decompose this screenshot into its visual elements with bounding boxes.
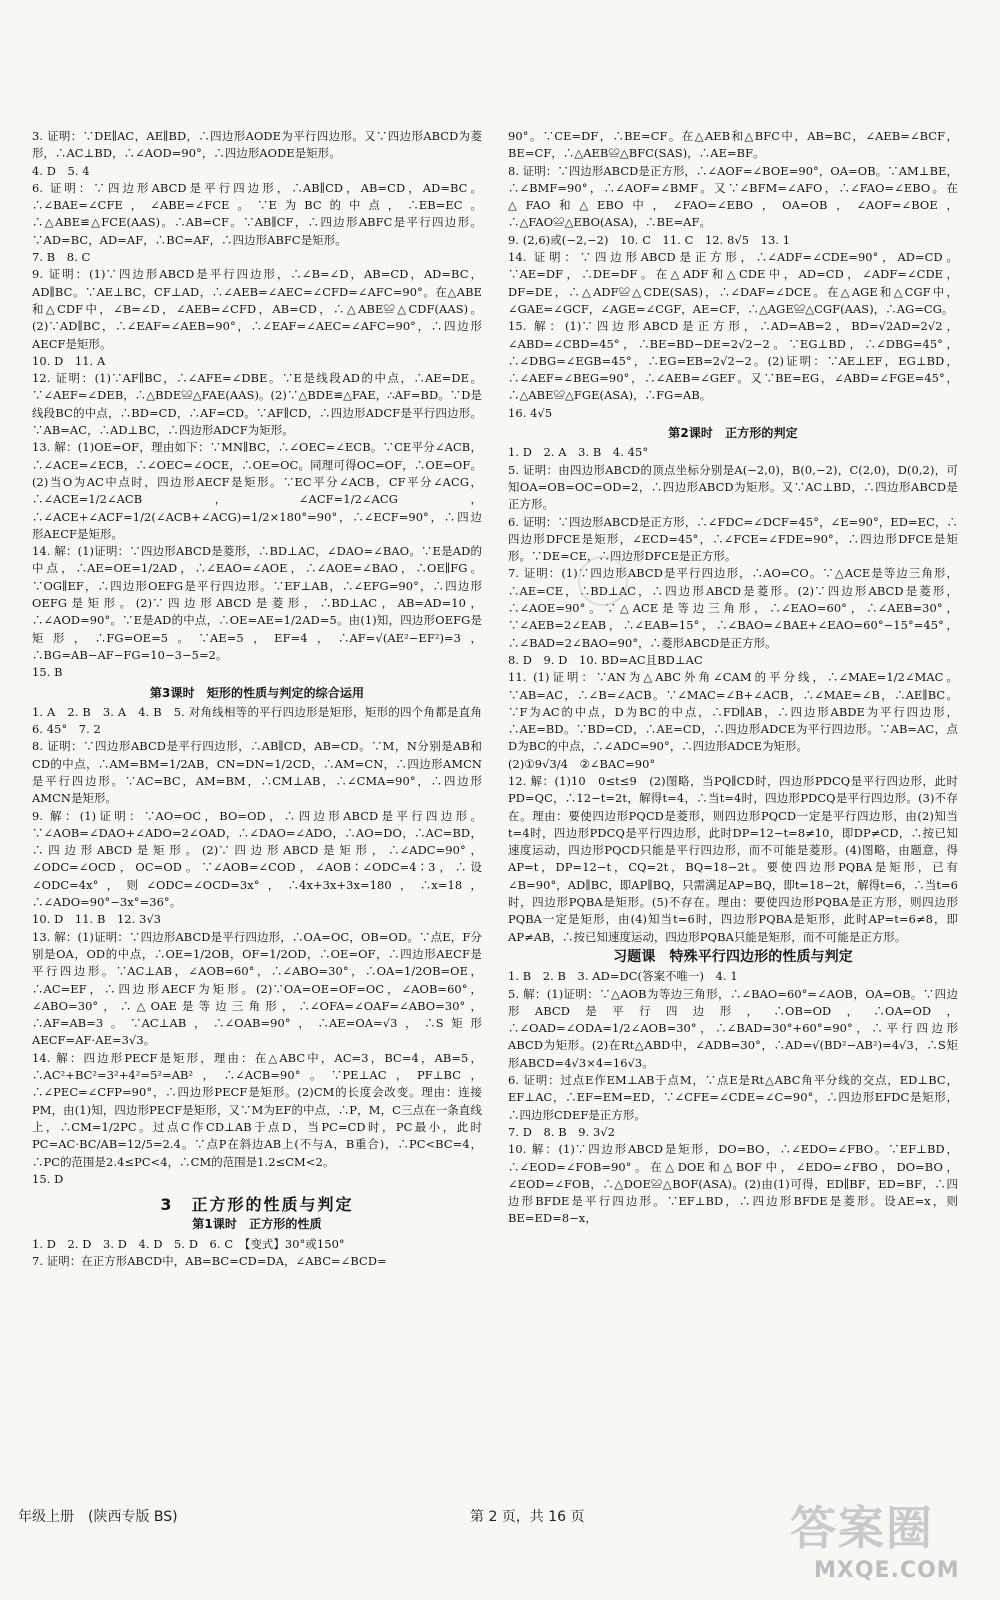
- answer-item: 15. D: [32, 1171, 64, 1186]
- answer-item: 7. D 8. B 9. 3√2: [508, 1124, 616, 1139]
- answer-item: 13. 解：(1)OE=OF，理由如下：∵MN∥BC，∴∠OEC=∠ECB。∵CE平分∠ACB，∴∠ACE=∠ECB，∴∠OEC=∠OCE，∴OE=OC。同理可得OC=OF，∴OE=OF。(2)当O为AC中点时，四边形AECF是矩形。∵EC平分∠ACB，CF平分∠ACG，∴∠ACE=1/2∠ACB，∠ACF=1/2∠ACG，∴∠ACE+∠ACF=1/2(∠ACB+∠ACG)=1/2×180°=90°，∴∠ECF=90°，∴四边形AECF是矩形。: [32, 440, 482, 541]
- answer-item: 7. 证明：在正方形ABCD中，AB=BC=CD=DA，∠ABC=∠BCD=: [32, 1254, 387, 1268]
- answer-item: 6. 证明：∵四边形ABCD是平行四边形，∴AB∥CD，AB=CD，AD=BC。∴∠BAE=∠CFE，∠ABE=∠FCE。∵E为BC的中点，∴EB=EC。∴△ABE≌△FCE(AAS)。∴AB=CF。∵AB∥CF，∴四边形ABFC是平行四边形。∵AD=BC，AD=AF，∴BC=AF，∴四边形ABFC是矩形。: [32, 180, 482, 247]
- answer-item: 4. D 5. 4: [32, 163, 90, 178]
- answer-item: 9. (2,6)或(−2,−2) 10. C 11. C 12. 8√5 13. 1: [508, 232, 791, 247]
- answer-item: 15. B: [32, 665, 63, 680]
- answer-item: 90°。∵CE=DF，∴BE=CF。在△AEB和△BFC中，AB=BC，∠AEB=∠BCF，BE=CF，∴△AEB≌△BFC(SAS)，∴AE=BF。: [508, 129, 958, 161]
- answer-item: 7. 证明：(1)∵四边形ABCD是平行四边形，∴AO=CO。∵△ACE是等边三角形，∴AE=CE，∴BD⊥AC，∴四边形ABCD是菱形。(2)∵四边形ABCD是菱形，∴∠AOE=90°。∵△ACE是等边三角形，∴∠EAO=60°，∴∠AEB=30°，∵∠AEB=2∠EAB，∴∠EAB=15°，∴∠BAO=∠BAE+∠EAO=60°−15°=45°，∴∠BAD=2∠BAO=90°，∴菱形ABCD是正方形。: [508, 566, 958, 650]
- answer-item: 1. A 2. B 3. A 4. B 5. 对角线相等的平行四边形是矩形，矩形的四个角都是直角 6. 45° 7. 2: [32, 704, 494, 737]
- answer-item: 14. 证明：∵四边形ABCD是正方形，∴∠ADF=∠CDE=90°，AD=CD。∵AE=DF，∴DE=DF。在△ADF和△CDE中，AD=CD，∠ADF=∠CDE，DF=DE，∴△ADF≌△CDE(SAS)，∴∠DAF=∠DCE。在△AGE和△CGF中，∠GAE=∠GCF，∠AGE=∠CGF，AE=CF，∴△AGE≌△CGF(AAS)，∴AG=CG。: [508, 250, 958, 316]
- footer-page-number: 第 2 页，共 16 页: [470, 1509, 585, 1525]
- right-column: [508, 128, 958, 1228]
- answer-item: (2)①9√3/4 ②∠BAC=90°: [508, 756, 656, 771]
- chapter-heading: 3 正方形的性质与判定: [160, 1195, 354, 1215]
- answer-item: 15. 解：(1)∵四边形ABCD是正方形，∴AD=AB=2，BD=√2AD=2√2，∠ABD=∠CBD=45°，∴BE=BD−DE=2√2−2。∵EG⊥BD，∴∠DBG=45°，∴∠DBG=∠EGB=45°，∴EG=EB=2√2−2。(2)证明：∵AE⊥EF，EG⊥BD，∴∠AEF=∠BEG=90°，∴∠AEB=∠GEF。又∵BE=EG，∠ABD=∠FGE=45°，∴△ABE≌△FGE(ASA)，∴FG=AB。: [508, 319, 958, 403]
- answer-item: 1. B 2. B 3. AD=DC(答案不唯一) 4. 1: [508, 969, 738, 984]
- answer-item: 14. 解：(1)证明：∵四边形ABCD是菱形，∴BD⊥AC，∠DAO=∠BAO。∵E是AD的中点，∴AE=OE=1/2AD，∴∠EAO=∠AOE，∴∠AOE=∠BAO，∴OE∥FG。∵OG∥EF，∴四边形OEFG是平行四边形。∵EF⊥AB，∴∠EFG=90°，∴四边形OEFG是矩形。(2)∵四边形ABCD是菱形，∴BD⊥AC，AB=AD=10，∴∠AOD=90°。∵E是AD的中点，∴OE=AE=1/2AD=5。由(1)知，四边形OEFG是矩形，∴FG=OE=5。∵AE=5，EF=4，∴AF=√(AE²−EF²)=3，∴BG=AB−AF−FG=10−3−5=2。: [32, 544, 482, 662]
- answer-item: 1. D 2. A 3. B 4. 45°: [508, 445, 649, 460]
- answer-item: 13. 解：(1)证明：∵四边形ABCD是平行四边形，∴OA=OC，OB=OD。∵点E，F分别是OA，OD的中点，∴OE=1/2OB，OF=1/2OD，∴OE=OF，∴四边形AECF是平行四边形。∵AC⊥AB，∠AOB=60°，∴∠ABO=30°，∴OA=1/2OB=OE，∴AC=EF，∴四边形AECF为矩形。(2)∵OA=OE=OF=OC，∠AOB=60°，∠ABO=30°，∴△OAE是等边三角形，∴∠OFA=∠OAF=∠ABO=30°，∴AF=AB=3。∵AC⊥AB，∴∠OAB=90°，∴AE=OA=√3，∴S矩形AECF=AF·AE=3√3。: [32, 929, 482, 1048]
- answer-item: 9. 证明：(1)∵四边形ABCD是平行四边形，∴∠B=∠D，AB=CD，AD=BC，AD∥BC。∵AE⊥BC，CF⊥AD，∴∠AEB=∠AEC=∠CFD=∠AFC=90°。在△ABE和△CDF中，∠B=∠D，∠AEB=∠CFD，AB=CD，∴△ABE≌△CDF(AAS)。(2)∵AD∥BC，∴∠EAF=∠AEB=90°，∴∠EAF=∠AEC=∠AFC=90°，∴四边形AECF是矩形。: [32, 267, 482, 351]
- answer-item: 7. B 8. C: [32, 250, 91, 265]
- left-column: [32, 128, 494, 1270]
- answer-item: 14. 解：四边形PECF是矩形，理由：在△ABC中，AC=3，BC=4，AB=5，∴AC²+BC²=3²+4²=5²=AB²，∴∠ACB=90°。∵PE⊥AC，PF⊥BC，∴∠PEC=∠CFP=90°，∴四边形PECF是矩形。(2)CM的长度会改变。理由：连接PM，由(1)知，四边形PECF是矩形，又∵M为EF的中点，∴P，M，C三点在一条直线上，∴CM=1/2PC。过点C作CD⊥AB于点D，当PC=CD时，PC最小，此时PC=AC·BC/AB=12/5=2.4。∵点P在斜边AB上(不与A，B重合)，∴PC<BC=4，∴PC的范围是2.4≤PC<4，∴CM的范围是1.2≤CM<2。: [32, 1050, 482, 1169]
- answer-item: 10. 解：(1)∵四边形ABCD是矩形，DO=BO，∴∠EDO=∠FBO。∵EF⊥BD，∴∠EOD=∠FOB=90°。在△DOE和△BOF中，∠EDO=∠FBO，DO=BO，∠EOD=∠FOB，∴△DOE≌△BOF(ASA)。(2)由(1)可得，ED∥BF，ED=BF，∴四边形BFDE是平行四边形。∵EF⊥BD，∴四边形BFDE是菱形。设AE=x，则BE=ED=8−x，: [508, 1142, 958, 1226]
- answer-item: 10. D 11. A: [32, 353, 106, 368]
- answer-item: 9. 解：(1)证明：∵AO=OC，BO=OD，∴四边形ABCD是平行四边形。∵∠AOB=∠DAO+∠ADO=2∠OAD，∴∠DAO=∠ADO，∴AO=DO，∴AC=BD，∴四边形ABCD是矩形。(2)∵四边形ABCD是矩形，∴∠ADC=90°，∠ODC=∠OCD，OC=OD。∵∠AOB=∠COD，∠AOB∶∠ODC=4∶3，∴设∠ODC=4x°，则∠ODC=∠OCD=3x°，∴4x+3x+3x=180，∴x=18，∴∠ADO=90°−3x°=36°。: [32, 808, 482, 910]
- answer-item: 16. 4√5: [508, 405, 553, 420]
- faint-seal-icon: [578, 556, 628, 606]
- section-heading: 第3课时 矩形的性质与判定的综合运用: [149, 685, 365, 700]
- answer-item: 12. 解：(1)10 0≤t≤9 (2)图略，当PQ∥CD时，四边形PDCQ是平行四边形，此时PD=QC，∴12−t=2t，解得t=4，∴当t=4时，四边形PDCQ是平行四边形。(3)不存在。理由：要使四边形PQCD是菱形，则四边形PQCD一定是平行四边形，由(2)知当t=4时，四边形PDCQ是平行四边形，此时DP=12−t=8≠10，即DP≠CD，∴按已知速度运动，四边形PQCD只能是平行四边形，而不可能是菱形。(4)图略，由题意，得AP=t，DP=12−t，CQ=2t，BQ=18−2t。要使四边形PQBA是矩形，已有∠B=90°，AD∥BC，即AP∥BQ，只需满足AP=BQ，即t=18−2t，解得t=6，∴当t=6时，四边形PQBA是矩形。(5)不存在。理由：要使四边形PQBA是正方形，则四边形PQBA一定是矩形，由(4)知当t=6时，四边形PQBA是矩形，此时AP=t=6≠8，即AP≠AB，∴按已知速度运动，四边形PQBA只能是矩形，而不可能是正方形。: [508, 773, 958, 944]
- watermark-url: MXQE.COM: [814, 1558, 960, 1583]
- answer-item: 8. 证明：∵四边形ABCD是正方形，∴∠AOF=∠BOE=90°，OA=OB。∵AM⊥BE，∴∠BMF=90°，∴∠AOF=∠BMF。又∵∠BFM=∠AFO，∴∠FAO=∠EBO。在△FAO和△EBO中，∠FAO=∠EBO，OA=OB，∠AOF=∠BOE，∴△FAO≌△EBO(ASA)，∴BE=AF。: [508, 163, 958, 230]
- answer-item: 11. (1)证明：∵AN为△ABC外角∠CAM的平分线，∴∠MAE=1/2∠MAC。∵AB=AC，∴∠B=∠ACB。∵∠MAC=∠B+∠ACB，∴∠MAE=∠B，∴AE∥BC。∵F为AC的中点，D为BC的中点，∴FD∥AB，∴四边形ABDE为平行四边形，∴AE=BD。∵BD=CD，∴AE=CD，∴四边形ADCE为平行四边形。∵AB=AC，点D为BC的中点，∴∠ADC=90°，∴四边形ADCE为矩形。: [508, 670, 958, 754]
- answer-item: 3. 证明：∵DE∥AC，AE∥BD，∴四边形AODE为平行四边形。又∵四边形ABCD为菱形，∴AC⊥BD，∴∠AOD=90°，∴四边形AODE是矩形。: [32, 129, 482, 161]
- answer-item: 5. 解：(1)证明：∵△AOB为等边三角形，∴∠BAO=60°=∠AOB，OA=OB。∵四边形ABCD是平行四边形，∴OB=OD，∴OA=OD，∴∠OAD=∠ODA=1/2∠AOB=30°，∴∠BAD=30°+60°=90°，∴平行四边形ABCD为矩形。(2)在Rt△ABD中，∠ADB=30°，∴AD=√(BD²−AB²)=4√3，∴S矩形ABCD=4√3×4=16√3。: [508, 986, 958, 1070]
- answer-item: 8. 证明：∵四边形ABCD是平行四边形，∴AB∥CD，AB=CD。∵M，N分别是AB和CD的中点，∴AM=BM=1/2AB，CN=DN=1/2CD，∴AM=CN，∴四边形AMCN是平行四边形。∵AC=BC，AM=BM，∴CM⊥AB，∴∠CMA=90°，∴四边形AMCN是矩形。: [32, 739, 482, 806]
- answer-item: 8. D 9. D 10. BD=AC且BD⊥AC: [508, 652, 703, 667]
- section-heading: 第2课时 正方形的判定: [668, 426, 798, 441]
- answer-item: 6. 证明：∵四边形ABCD是正方形，∴∠FDC=∠DCF=45°，∠E=90°，ED=EC，∴四边形DFCE是矩形，∠ECD=45°，∴∠FCE=∠FDE=90°，∴四边形DFCE是矩形。∵DE=CE，∴四边形DFCE是正方形。: [508, 514, 958, 564]
- section-heading: 习题课 特殊平行四边形的性质与判定: [613, 948, 853, 965]
- answer-item: 10. D 11. B 12. 3√3: [32, 912, 162, 927]
- answer-item: 5. 证明：由四边形ABCD的顶点坐标分别是A(−2,0)，B(0,−2)，C(2,0)，D(0,2)，可知OA=OB=OC=OD=2，∴四边形ABCD为矩形。又∵AC⊥BD，∴四边形ABCD是正方形。: [508, 462, 958, 512]
- watermark-logo: [790, 1492, 990, 1592]
- answer-item: 12. 证明：(1)∵AF∥BC，∴∠AFE=∠DBE。∵E是线段AD的中点，∴AE=DE。∵∠AEF=∠DEB，∴△BDE≌△FAE(AAS)。(2)∵△BDE≌△FAE，∴AF=BD。∵D是线段BC的中点，∴BD=CD，∴AF=CD。∵AF∥CD，∴四边形ADCF是平行四边形。∵AB=AC，∴AD⊥BC，∴四边形ADCF为矩形。: [32, 371, 482, 438]
- answer-item: 1. D 2. D 3. D 4. D 5. D 6. C 【变式】30°或150°: [32, 1236, 345, 1251]
- footer-edition: 年级上册 (陕西专版 BS): [18, 1509, 178, 1525]
- section-heading: 第1课时 正方形的性质: [192, 1217, 322, 1232]
- watermark-text: 答案圈: [790, 1501, 934, 1555]
- answer-item: 6. 证明：过点E作EM⊥AB于点M，∵点E是Rt△ABC角平分线的交点，ED⊥BC，EF⊥AC，∴EF=EM=ED，∵∠CFE=∠CDE=∠C=90°，∴四边形EFDC是矩形，∴四边形CDEF是正方形。: [508, 1073, 958, 1122]
